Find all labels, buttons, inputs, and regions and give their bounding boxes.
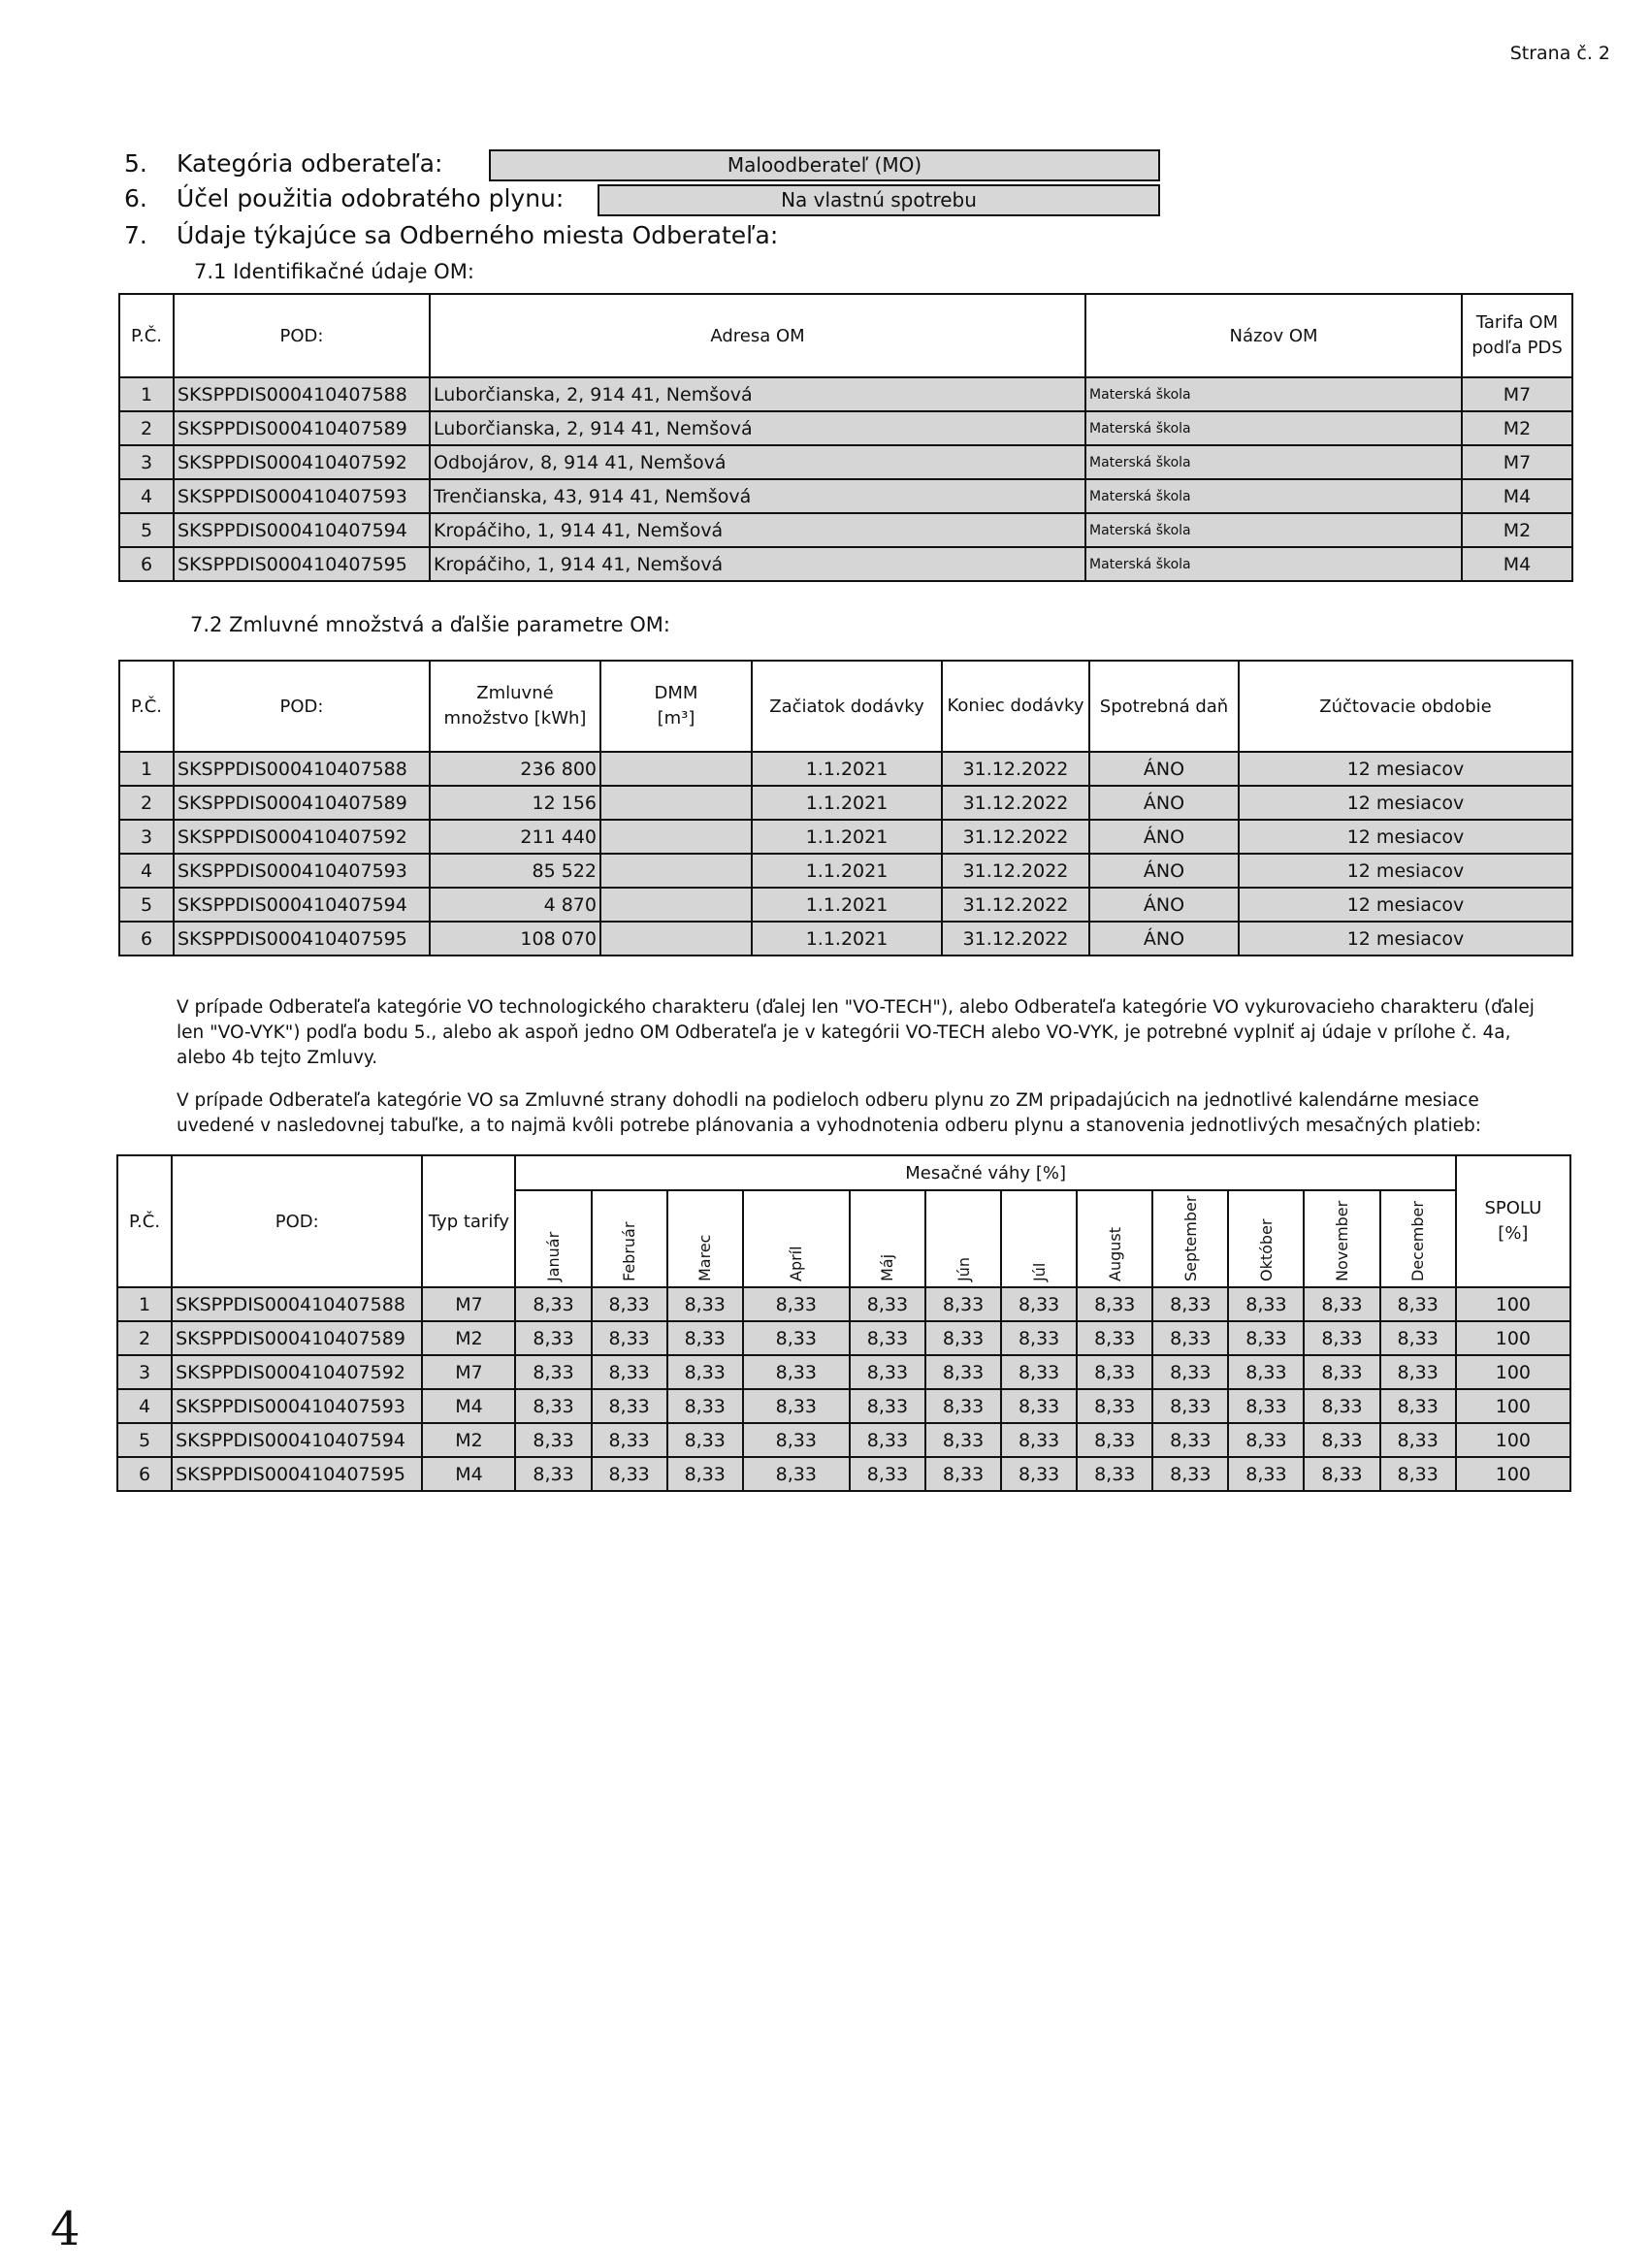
monthly-weight: 8,33 <box>1228 1423 1304 1457</box>
monthly-weight: 8,33 <box>667 1321 743 1355</box>
pod-code: SKSPPDIS000410407589 <box>172 1321 422 1355</box>
end-date: 31.12.2022 <box>942 854 1089 888</box>
total: 100 <box>1456 1287 1570 1321</box>
monthly-weight: 8,33 <box>592 1389 667 1423</box>
monthly-weight: 8,33 <box>667 1355 743 1389</box>
place-name: Materská škola <box>1085 377 1462 411</box>
excise-tax: ÁNO <box>1089 820 1239 854</box>
row-number: 5 <box>119 513 174 547</box>
subsection-7-2-title: 7.2 Zmluvné množstvá a ďalšie parametre OM: <box>190 613 670 636</box>
month-header <box>515 1190 591 1287</box>
monthly-weight: 8,33 <box>1152 1457 1228 1491</box>
month-header <box>850 1190 925 1287</box>
col-total-unit: [%] <box>1498 1223 1529 1244</box>
monthly-weight: 8,33 <box>667 1389 743 1423</box>
row-number: 3 <box>117 1355 172 1389</box>
monthly-weight: 8,33 <box>1001 1287 1077 1321</box>
billing-period: 12 mesiacov <box>1239 786 1572 820</box>
dmm-value <box>600 820 752 854</box>
end-date: 31.12.2022 <box>942 922 1089 956</box>
monthly-weight: 8,33 <box>925 1321 1001 1355</box>
month-header <box>667 1190 743 1287</box>
monthly-weights-table <box>116 1154 1571 1492</box>
monthly-weight: 8,33 <box>925 1355 1001 1389</box>
monthly-weights-table-body <box>117 1287 1570 1491</box>
monthly-weight: 8,33 <box>592 1287 667 1321</box>
section-7-number: 7. <box>124 221 147 249</box>
row-number: 3 <box>119 820 174 854</box>
table-row <box>119 786 1572 820</box>
section-5-number: 5. <box>124 149 147 178</box>
address: Kropáčiho, 1, 914 41, Nemšová <box>430 513 1085 547</box>
contract-amount: 108 070 <box>430 922 600 956</box>
monthly-weight: 8,33 <box>1077 1321 1152 1355</box>
monthly-weight: 8,33 <box>1001 1423 1077 1457</box>
section-5-label: Kategória odberateľa: <box>177 149 443 178</box>
start-date: 1.1.2021 <box>752 820 942 854</box>
monthly-weight: 8,33 <box>1077 1355 1152 1389</box>
monthly-weight: 8,33 <box>1152 1321 1228 1355</box>
row-number: 4 <box>117 1389 172 1423</box>
month-label: Február <box>620 1221 639 1281</box>
row-number: 1 <box>119 752 174 786</box>
table-row <box>117 1355 1570 1389</box>
pod-code: SKSPPDIS000410407593 <box>172 1389 422 1423</box>
address: Luborčianska, 2, 914 41, Nemšová <box>430 411 1085 445</box>
monthly-weight: 8,33 <box>1228 1457 1304 1491</box>
pod-code: SKSPPDIS000410407592 <box>174 820 430 854</box>
month-header <box>925 1190 1001 1287</box>
monthly-weight: 8,33 <box>743 1355 850 1389</box>
monthly-weight: 8,33 <box>515 1287 591 1321</box>
total: 100 <box>1456 1423 1570 1457</box>
col-pod: POD: <box>174 661 430 752</box>
monthly-weight: 8,33 <box>925 1389 1001 1423</box>
monthly-weight: 8,33 <box>1228 1321 1304 1355</box>
table-row <box>119 854 1572 888</box>
col-total <box>1456 1155 1570 1287</box>
month-label: Jún <box>954 1256 973 1281</box>
billing-period: 12 mesiacov <box>1239 922 1572 956</box>
place-name: Materská škola <box>1085 479 1462 513</box>
monthly-weight: 8,33 <box>850 1457 925 1491</box>
pod-code: SKSPPDIS000410407589 <box>174 411 430 445</box>
monthly-weight: 8,33 <box>850 1423 925 1457</box>
total: 100 <box>1456 1321 1570 1355</box>
end-date: 31.12.2022 <box>942 888 1089 922</box>
monthly-weight: 8,33 <box>743 1321 850 1355</box>
contract-params-table <box>118 660 1573 956</box>
row-number: 2 <box>117 1321 172 1355</box>
pod-code: SKSPPDIS000410407593 <box>174 479 430 513</box>
row-number: 5 <box>117 1423 172 1457</box>
billing-period: 12 mesiacov <box>1239 854 1572 888</box>
monthly-weight: 8,33 <box>1152 1423 1228 1457</box>
place-name: Materská škola <box>1085 411 1462 445</box>
monthly-weight: 8,33 <box>1077 1457 1152 1491</box>
table-row <box>117 1321 1570 1355</box>
monthly-weight: 8,33 <box>743 1423 850 1457</box>
monthly-weight: 8,33 <box>850 1321 925 1355</box>
dmm-value <box>600 854 752 888</box>
pod-code: SKSPPDIS000410407588 <box>174 752 430 786</box>
monthly-weight: 8,33 <box>850 1355 925 1389</box>
paragraph-vo-weights: V prípade Odberateľa kategórie VO sa Zmluvné strany dohodli na podieloch odberu plynu zo ZM pripadajúcich na jednotlivé kalendárne mesiace uvedené v nasledovnej tabuľke, a to najmä kvôli potrebe plánovania a vyhodnotenia odberu plynu a stanovenia jednotlivých mesačných platieb: <box>177 1090 1481 1136</box>
month-header <box>1380 1190 1456 1287</box>
monthly-weight: 8,33 <box>667 1457 743 1491</box>
billing-period: 12 mesiacov <box>1239 820 1572 854</box>
tariff: M7 <box>1462 377 1572 411</box>
month-label: Júl <box>1029 1262 1049 1281</box>
month-header <box>1001 1190 1077 1287</box>
pod-code: SKSPPDIS000410407595 <box>174 922 430 956</box>
start-date: 1.1.2021 <box>752 786 942 820</box>
end-date: 31.12.2022 <box>942 820 1089 854</box>
table-row <box>117 1423 1570 1457</box>
monthly-weight: 8,33 <box>1380 1287 1456 1321</box>
month-header <box>592 1190 667 1287</box>
pod-code: SKSPPDIS000410407594 <box>172 1423 422 1457</box>
monthly-weight: 8,33 <box>1077 1287 1152 1321</box>
monthly-weight: 8,33 <box>1380 1389 1456 1423</box>
table-row <box>119 888 1572 922</box>
identification-table-body <box>119 377 1572 581</box>
table-row <box>117 1457 1570 1491</box>
pod-code: SKSPPDIS000410407588 <box>172 1287 422 1321</box>
monthly-weight: 8,33 <box>667 1287 743 1321</box>
table-row <box>119 445 1572 479</box>
table-row <box>119 820 1572 854</box>
monthly-weight: 8,33 <box>592 1321 667 1355</box>
total: 100 <box>1456 1389 1570 1423</box>
row-number: 1 <box>117 1287 172 1321</box>
pod-code: SKSPPDIS000410407592 <box>174 445 430 479</box>
tariff: M2 <box>1462 411 1572 445</box>
table-row <box>117 1389 1570 1423</box>
month-label: December <box>1408 1200 1428 1281</box>
col-pc: P.Č. <box>117 1155 172 1287</box>
monthly-weight: 8,33 <box>1077 1389 1152 1423</box>
place-name: Materská škola <box>1085 547 1462 581</box>
monthly-weight: 8,33 <box>743 1457 850 1491</box>
table-row <box>119 922 1572 956</box>
tariff: M4 <box>1462 479 1572 513</box>
monthly-weight: 8,33 <box>592 1457 667 1491</box>
tariff-type: M2 <box>422 1321 515 1355</box>
col-pc: P.Č. <box>119 294 174 377</box>
monthly-weight: 8,33 <box>1304 1355 1379 1389</box>
contract-amount: 12 156 <box>430 786 600 820</box>
end-date: 31.12.2022 <box>942 786 1089 820</box>
start-date: 1.1.2021 <box>752 888 942 922</box>
col-total-label: SPOLU <box>1484 1198 1542 1218</box>
row-number: 6 <box>119 922 174 956</box>
monthly-weight: 8,33 <box>515 1355 591 1389</box>
monthly-weight: 8,33 <box>1380 1355 1456 1389</box>
col-dmm <box>600 661 752 752</box>
monthly-weight: 8,33 <box>515 1457 591 1491</box>
monthly-weight: 8,33 <box>743 1389 850 1423</box>
month-header <box>1152 1190 1228 1287</box>
monthly-weight: 8,33 <box>1380 1423 1456 1457</box>
pod-code: SKSPPDIS000410407589 <box>174 786 430 820</box>
section-6-label: Účel použitia odobratého plynu: <box>177 184 565 212</box>
monthly-weight: 8,33 <box>1304 1423 1379 1457</box>
month-label: Marec <box>695 1234 715 1281</box>
monthly-weight: 8,33 <box>1380 1321 1456 1355</box>
monthly-weight: 8,33 <box>1001 1457 1077 1491</box>
monthly-weight: 8,33 <box>925 1287 1001 1321</box>
col-billing-period: Zúčtovacie obdobie <box>1239 661 1572 752</box>
tariff-type: M7 <box>422 1355 515 1389</box>
table-row <box>119 411 1572 445</box>
col-name: Názov OM <box>1085 294 1462 377</box>
col-address: Adresa OM <box>430 294 1085 377</box>
excise-tax: ÁNO <box>1089 888 1239 922</box>
table-row <box>119 377 1572 411</box>
start-date: 1.1.2021 <box>752 752 942 786</box>
page-number: Strana č. 2 <box>1509 43 1610 64</box>
contract-amount: 85 522 <box>430 854 600 888</box>
row-number: 4 <box>119 854 174 888</box>
excise-tax: ÁNO <box>1089 752 1239 786</box>
month-header <box>1077 1190 1152 1287</box>
monthly-weight: 8,33 <box>1152 1389 1228 1423</box>
paragraph-vo-tech: V prípade Odberateľa kategórie VO technologického charakteru (ďalej len "VO-TECH"), alebo Odberateľa kategórie VO vykurovacieho charakteru (ďalej len "VO-VYK") podľa bodu 5., alebo ak aspoň jedno OM Odberateľa je v kategórii VO-TECH alebo VO-VYK, je potrebné vyplniť aj údaje v prílohe č. 4a, alebo 4b tejto Zmluvy. <box>177 997 1535 1068</box>
pod-code: SKSPPDIS000410407592 <box>172 1355 422 1389</box>
tariff: M2 <box>1462 513 1572 547</box>
monthly-weight: 8,33 <box>925 1423 1001 1457</box>
start-date: 1.1.2021 <box>752 854 942 888</box>
monthly-weight: 8,33 <box>667 1423 743 1457</box>
col-monthly-weights: Mesačné váhy [%] <box>515 1155 1455 1190</box>
tariff-type: M7 <box>422 1287 515 1321</box>
contract-params-table-body <box>119 752 1572 956</box>
row-number: 2 <box>119 411 174 445</box>
month-header <box>743 1190 850 1287</box>
monthly-weight: 8,33 <box>925 1457 1001 1491</box>
dmm-value <box>600 786 752 820</box>
monthly-weight: 8,33 <box>515 1321 591 1355</box>
col-tariff-type: Typ tarify <box>422 1155 515 1287</box>
monthly-weight: 8,33 <box>515 1389 591 1423</box>
col-dmm-label: DMM <box>654 683 698 703</box>
dmm-value <box>600 752 752 786</box>
monthly-weight: 8,33 <box>1304 1389 1379 1423</box>
section-6-number: 6. <box>124 184 147 212</box>
address: Odbojárov, 8, 914 41, Nemšová <box>430 445 1085 479</box>
place-name: Materská škola <box>1085 513 1462 547</box>
month-header <box>1228 1190 1304 1287</box>
contract-amount: 236 800 <box>430 752 600 786</box>
total: 100 <box>1456 1457 1570 1491</box>
col-pod: POD: <box>172 1155 422 1287</box>
month-label: Máj <box>878 1253 897 1281</box>
contract-amount: 4 870 <box>430 888 600 922</box>
month-label: September <box>1180 1195 1200 1281</box>
month-label: Január <box>544 1231 564 1281</box>
monthly-weight: 8,33 <box>850 1389 925 1423</box>
pod-code: SKSPPDIS000410407594 <box>174 888 430 922</box>
monthly-weight: 8,33 <box>1304 1321 1379 1355</box>
table-row <box>117 1287 1570 1321</box>
monthly-weight: 8,33 <box>1228 1355 1304 1389</box>
col-pod: POD: <box>174 294 430 377</box>
month-label: November <box>1333 1200 1351 1281</box>
monthly-weight: 8,33 <box>1304 1457 1379 1491</box>
row-number: 2 <box>119 786 174 820</box>
pod-code: SKSPPDIS000410407588 <box>174 377 430 411</box>
gas-usage-purpose-field[interactable]: Na vlastnú spotrebu <box>598 184 1160 216</box>
table-row <box>119 479 1572 513</box>
tariff: M7 <box>1462 445 1572 479</box>
monthly-weight: 8,33 <box>1304 1287 1379 1321</box>
col-start: Začiatok dodávky <box>752 661 942 752</box>
pod-code: SKSPPDIS000410407595 <box>174 547 430 581</box>
tariff: M4 <box>1462 547 1572 581</box>
monthly-weight: 8,33 <box>1380 1457 1456 1491</box>
table-row <box>119 752 1572 786</box>
table-row <box>119 547 1572 581</box>
monthly-weight: 8,33 <box>515 1423 591 1457</box>
contract-amount: 211 440 <box>430 820 600 854</box>
excise-tax: ÁNO <box>1089 922 1239 956</box>
monthly-weight: 8,33 <box>743 1287 850 1321</box>
section-7-label: Údaje týkajúce sa Odberného miesta Odberateľa: <box>177 221 779 249</box>
tariff-type: M2 <box>422 1423 515 1457</box>
pod-code: SKSPPDIS000410407594 <box>174 513 430 547</box>
monthly-weight: 8,33 <box>1228 1287 1304 1321</box>
monthly-weight: 8,33 <box>1228 1389 1304 1423</box>
pod-code: SKSPPDIS000410407593 <box>174 854 430 888</box>
monthly-weight: 8,33 <box>1001 1389 1077 1423</box>
col-tariff: Tarifa OM podľa PDS <box>1462 294 1572 377</box>
total: 100 <box>1456 1355 1570 1389</box>
month-label: August <box>1105 1226 1124 1281</box>
start-date: 1.1.2021 <box>752 922 942 956</box>
monthly-weight: 8,33 <box>592 1355 667 1389</box>
place-name: Materská škola <box>1085 445 1462 479</box>
dmm-value <box>600 888 752 922</box>
customer-category-field[interactable]: Maloodberateľ (MO) <box>489 149 1160 181</box>
row-number: 6 <box>117 1457 172 1491</box>
row-number: 5 <box>119 888 174 922</box>
monthly-weight: 8,33 <box>1001 1355 1077 1389</box>
row-number: 3 <box>119 445 174 479</box>
col-contract-amount: Zmluvné množstvo [kWh] <box>430 661 600 752</box>
row-number: 6 <box>119 547 174 581</box>
excise-tax: ÁNO <box>1089 854 1239 888</box>
row-number: 1 <box>119 377 174 411</box>
excise-tax: ÁNO <box>1089 786 1239 820</box>
billing-period: 12 mesiacov <box>1239 888 1572 922</box>
col-excise: Spotrebná daň <box>1089 661 1239 752</box>
table-row <box>119 513 1572 547</box>
month-label: Október <box>1256 1218 1276 1281</box>
monthly-weight: 8,33 <box>1077 1423 1152 1457</box>
monthly-weight: 8,33 <box>1152 1287 1228 1321</box>
col-pc: P.Č. <box>119 661 174 752</box>
billing-period: 12 mesiacov <box>1239 752 1572 786</box>
dmm-value <box>600 922 752 956</box>
handwritten-mark: 4 <box>50 2202 81 2256</box>
monthly-weight: 8,33 <box>850 1287 925 1321</box>
pod-code: SKSPPDIS000410407595 <box>172 1457 422 1491</box>
monthly-weight: 8,33 <box>1152 1355 1228 1389</box>
tariff-type: M4 <box>422 1457 515 1491</box>
month-label: Apríl <box>787 1245 806 1281</box>
monthly-weight: 8,33 <box>592 1423 667 1457</box>
row-number: 4 <box>119 479 174 513</box>
subsection-7-1-title: 7.1 Identifikačné údaje OM: <box>194 260 474 283</box>
col-end: Koniec dodávky <box>942 661 1089 752</box>
monthly-weight: 8,33 <box>1001 1321 1077 1355</box>
col-dmm-unit: [m³] <box>657 708 695 729</box>
address: Luborčianska, 2, 914 41, Nemšová <box>430 377 1085 411</box>
end-date: 31.12.2022 <box>942 752 1089 786</box>
address: Kropáčiho, 1, 914 41, Nemšová <box>430 547 1085 581</box>
identification-table <box>118 293 1573 582</box>
tariff-type: M4 <box>422 1389 515 1423</box>
address: Trenčianska, 43, 914 41, Nemšová <box>430 479 1085 513</box>
month-header <box>1304 1190 1379 1287</box>
